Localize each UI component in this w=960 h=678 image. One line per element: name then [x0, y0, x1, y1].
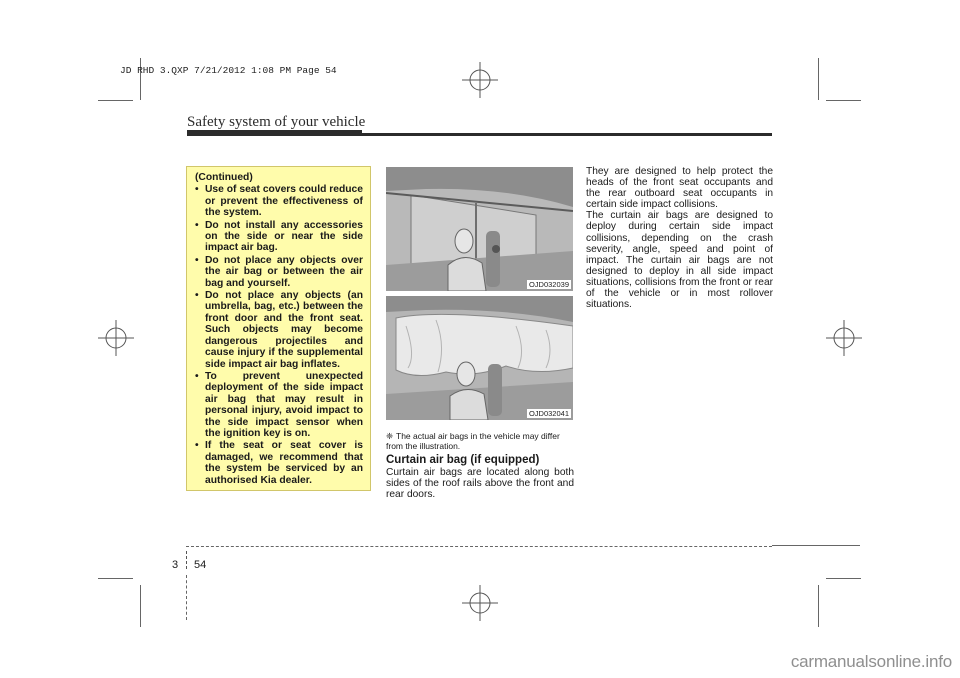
registration-target-icon [462, 585, 498, 621]
page-number-divider [186, 551, 188, 569]
footer-rule-solid [772, 545, 860, 546]
crop-mark [818, 58, 819, 100]
crop-mark [826, 100, 861, 101]
paragraph: Curtain air bags are located along both sides of the roof rails above the front and rear doors. [386, 467, 574, 501]
curtain-airbag-stowed-illustration [386, 167, 573, 291]
crop-mark [98, 578, 133, 579]
list-item: • Do not place any objects (an umbrella, bag, etc.) between the front door and the front seat. Such objects may become dangerous projectiles and cause injury if the supplemental side impact air bag inflates. [195, 290, 363, 370]
page-number: 54 [194, 559, 207, 571]
print-slug: JD RHD 3.QXP 7/21/2012 1:08 PM Page 54 [120, 65, 337, 76]
crop-mark [98, 100, 133, 101]
image-code: OJD032041 [528, 409, 569, 418]
illustration-note [386, 431, 574, 451]
paragraph: The curtain air bags are designed to deploy during certain side impact collisions, depending on the crash severity, angle, speed and point of impact. The curtain air bags are not designed to deploy in all side impact situations, collisions from the front or rear of the vehicle or in most rollover situations. [586, 210, 773, 311]
crop-mark [826, 578, 861, 579]
continued-label: (Continued) [195, 172, 253, 183]
list-item: • Do not place any objects over the air bag or between the air bag and yourself. [195, 255, 363, 289]
list-item: • Do not install any accessories on the side or near the side impact air bag. [195, 220, 363, 254]
crop-mark [140, 585, 141, 627]
note-text: The actual air bags in the vehicle may differ from the illustration. [386, 431, 560, 451]
registration-target-icon [826, 320, 862, 356]
chapter-number: 3 [172, 559, 179, 571]
warning-box [186, 166, 371, 491]
watermark: carmanualsonline.info [790, 652, 952, 671]
note-symbol: ❈ [386, 431, 394, 441]
footer-divider [186, 575, 188, 620]
registration-target-icon [98, 320, 134, 356]
paragraph: They are designed to help protect the heads of the front seat occupants and the rear outboard seat occupants in certain side impact collisions. [586, 166, 773, 211]
list-item: • Use of seat covers could reduce or prevent the effectiveness of the system. [195, 184, 363, 218]
list-item: • If the seat or seat cover is damaged, we recommend that the system be serviced by an authorised Kia dealer. [195, 440, 363, 486]
section-title: Safety system of your vehicle [187, 114, 366, 130]
image-code: OJD032039 [528, 280, 569, 289]
crop-mark [818, 585, 819, 627]
footer-rule [186, 546, 772, 547]
curtain-airbag-deployed-illustration [386, 296, 573, 420]
warning-list [195, 184, 363, 486]
right-column [586, 166, 773, 310]
list-item: • To prevent unexpected deployment of the side impact air bag that may result in personal injury, avoid impact to the side impact sensor when the ignition key is on. [195, 371, 363, 439]
title-rule-tab [187, 130, 362, 136]
curtain-airbag-heading: Curtain air bag (if equipped) [386, 454, 540, 466]
curtain-airbag-body [386, 467, 574, 500]
registration-target-icon [462, 62, 498, 98]
